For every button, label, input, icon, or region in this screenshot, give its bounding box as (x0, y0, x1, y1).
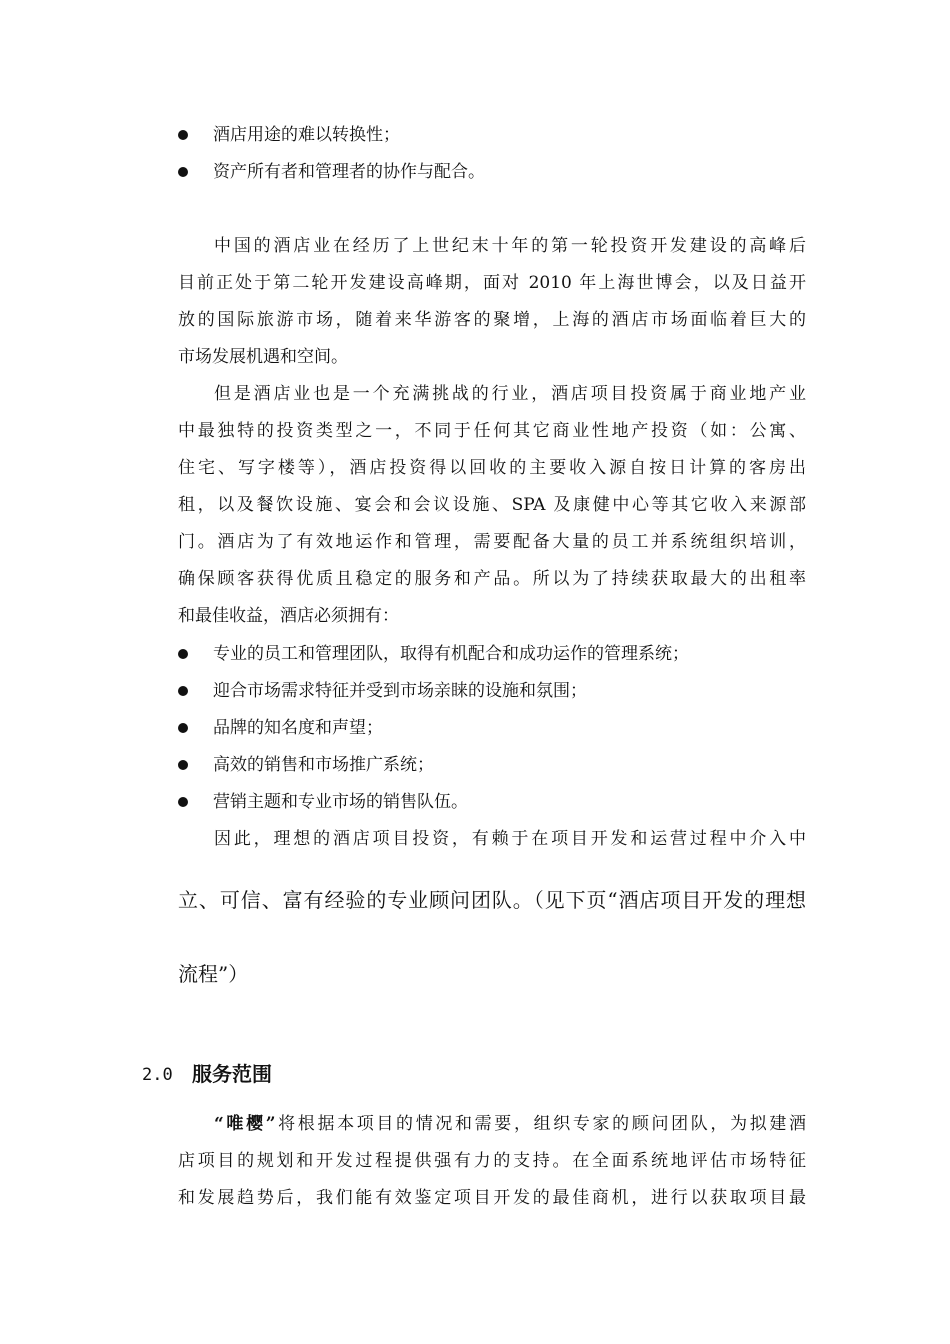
bullet-item: 专业的员工和管理团队，取得有机配合和成功运作的管理系统； (213, 644, 689, 664)
paragraph-line: 租，以及餐饮设施、宴会和会议设施、SPA 及康健中心等其它收入来源部 (178, 495, 806, 515)
paragraph-line: 立、可信、富有经验的专业顾问团队。（见下页“酒店项目开发的理想 (178, 888, 806, 912)
paragraph-line: 中最独特的投资类型之一，不同于任何其它商业性地产投资（如：公寓、 (178, 421, 806, 441)
bullet-item: 营销主题和专业市场的销售队伍。 (213, 792, 468, 812)
paragraph-line: 店项目的规划和开发过程提供强有力的支持。在全面系统地评估市场特征 (178, 1151, 806, 1171)
bullet-item: 迎合市场需求特征并受到市场亲睐的设施和氛围； (213, 681, 587, 701)
bullet-dot (178, 130, 188, 140)
bullet-dot (178, 167, 188, 177)
paragraph-line: 确保顾客获得优质且稳定的服务和产品。所以为了持续获取最大的出租率 (178, 569, 806, 589)
bullet-dot (178, 797, 188, 807)
bullet-dot (178, 649, 188, 659)
bullet-dot (178, 686, 188, 696)
paragraph-line: 因此，理想的酒店项目投资，有赖于在项目开发和运营过程中介入中 (214, 829, 806, 849)
paragraph-line: 目前正处于第二轮开发建设高峰期，面对 2010 年上海世博会，以及日益开 (178, 273, 806, 293)
paragraph-line: 放的国际旅游市场，随着来华游客的聚增，上海的酒店市场面临着巨大的 (178, 310, 806, 330)
company-name: “唯樱” (214, 1114, 276, 1134)
paragraph-line (214, 1114, 806, 1134)
paragraph-line: 但是酒店业也是一个充满挑战的行业，酒店项目投资属于商业地产业 (214, 384, 806, 404)
paragraph-line: 和发展趋势后，我们能有效鉴定项目开发的最佳商机，进行以获取项目最 (178, 1188, 806, 1208)
paragraph-line: 市场发展机遇和空间。 (178, 347, 348, 367)
paragraph-line: 住宅、写字楼等），酒店投资得以回收的主要收入源自按日计算的客房出 (178, 458, 806, 478)
bullet-item: 品牌的知名度和声望； (213, 718, 383, 738)
section-number: 2.0 (142, 1065, 173, 1085)
paragraph-line: 和最佳收益，酒店必须拥有： (178, 606, 399, 626)
bullet-dot (178, 723, 188, 733)
paragraph-line: 门。酒店为了有效地运作和管理，需要配备大量的员工并系统组织培训， (178, 532, 806, 552)
bullet-item: 高效的销售和市场推广系统； (213, 755, 434, 775)
paragraph-text: 将根据本项目的情况和需要，组织专家的顾问团队，为拟建酒 (275, 1114, 807, 1134)
paragraph-line: 中国的酒店业在经历了上世纪末十年的第一轮投资开发建设的高峰后 (214, 236, 806, 256)
paragraph-line: 流程”） (178, 962, 249, 986)
bullet-item: 酒店用途的难以转换性； (213, 125, 400, 145)
section-title: 服务范围 (192, 1062, 272, 1086)
bullet-dot (178, 760, 188, 770)
bullet-item: 资产所有者和管理者的协作与配合。 (213, 162, 485, 182)
